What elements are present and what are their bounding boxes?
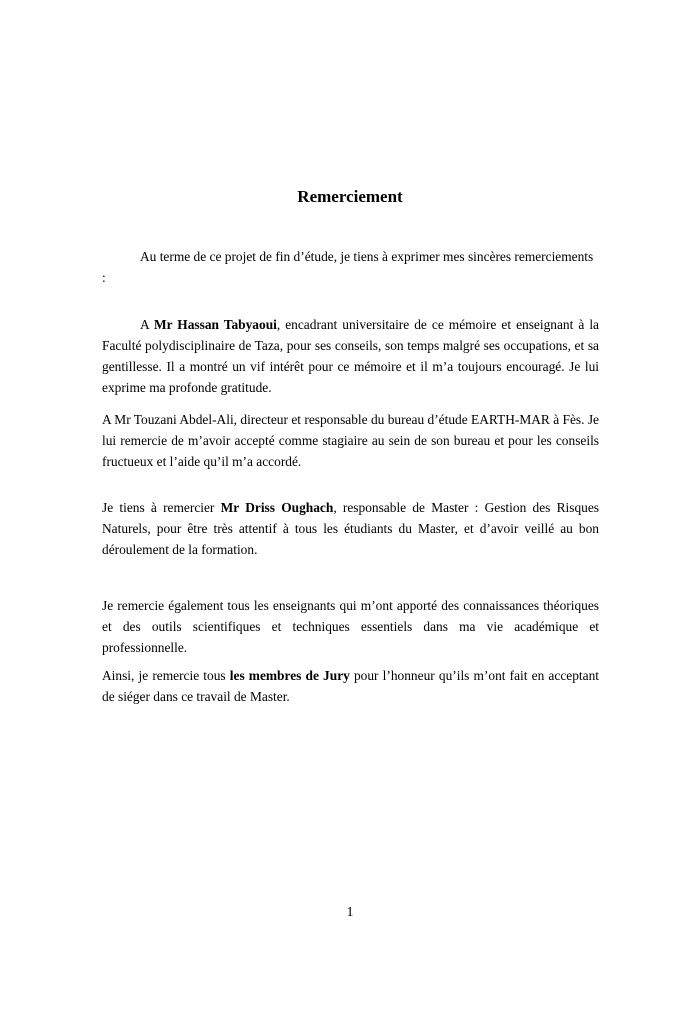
paragraph-suffix: pour l’honneur qu’ils m’ont fait en acceptant de siéger dans ce travail de Master. xyxy=(102,668,599,704)
paragraph-prefix: Ainsi, je remercie tous xyxy=(102,668,230,683)
paragraph-thanks-master-lead xyxy=(102,497,599,560)
paragraph-thanks-teachers xyxy=(102,595,599,658)
paragraph-suffix: , responsable de Master : Gestion des Risques Naturels, pour être très attentif à tous les étudiants du Master, et d’avoir veillé au bon déroulement de la formation. xyxy=(102,500,599,557)
paragraph-prefix: Je tiens à remercier xyxy=(102,500,221,515)
person-name: Mr Hassan Tabyaoui xyxy=(153,317,277,332)
paragraph-thanks-supervisor xyxy=(102,314,599,398)
paragraph-thanks-jury xyxy=(102,665,599,707)
paragraph-prefix: A xyxy=(140,317,154,332)
paragraph-intro xyxy=(102,246,599,288)
person-name: Mr Driss Oughach xyxy=(220,500,334,515)
paragraph-text: Je remercie également tous les enseignants qui m’ont apporté des connaissances théoriques et des outils scientifiques et techniques essentiels dans ma vie académique et professionnelle. xyxy=(102,598,599,655)
paragraph-suffix: , encadrant universitaire de ce mémoire et enseignant à la Faculté polydisciplinaire de Taza, pour ses conseils, son temps malgré ses occupations, et sa gentillesse. Il a montré un vif intérêt pour ce mémoire et il m’a toujours encouragé. Je lui exprime ma profonde gratitude. xyxy=(102,317,599,395)
paragraph-thanks-director xyxy=(102,409,599,472)
paragraph-text: A Mr Touzani Abdel-Ali, directeur et responsable du bureau d’étude EARTH-MAR à Fès. Je lui remercie de m’avoir accepté comme stagiaire au sein de son bureau et pour les conseils fructueux et l’aide qu’il m’a accordé. xyxy=(102,412,599,469)
page-title: Remerciement xyxy=(297,187,403,206)
jury-label: les membres de Jury xyxy=(229,668,350,683)
page-number: 1 xyxy=(346,905,354,920)
paragraph-text: Au terme de ce projet de fin d’étude, je tiens à exprimer mes sincères remerciements : xyxy=(102,249,594,285)
